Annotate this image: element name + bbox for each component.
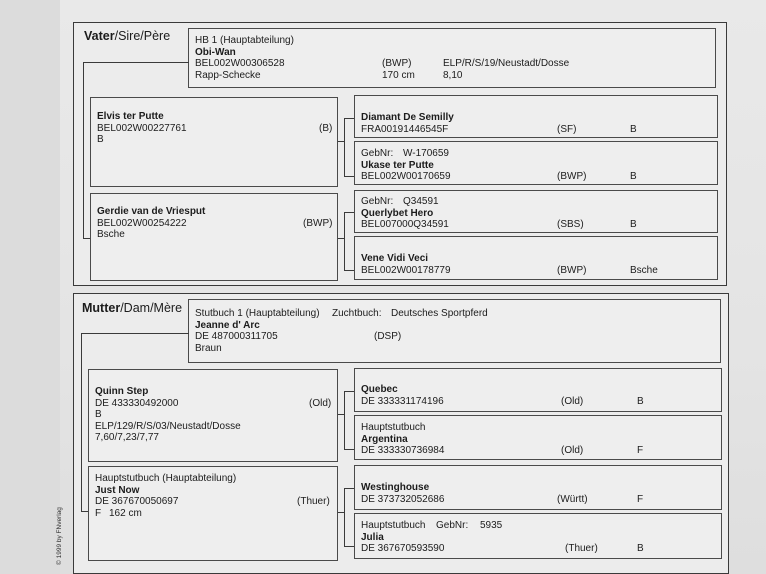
mother-ss-box [354,368,722,412]
father-dam-name: Gerdie van de Vriesput [97,206,206,217]
connector [338,414,345,415]
connector [338,141,345,142]
father-ds-name: Querlybet Hero [361,207,434,219]
father-ds-gebnr: Q34591 [403,196,439,207]
father-dd-id: BEL002W00178779 [361,264,451,276]
father-section-title: Vater/Sire/Père [84,29,171,43]
mother-dd-id: DE 367670593590 [361,543,445,554]
mother-ds-box [354,465,722,510]
father-dam-box [90,193,338,281]
mother-sd-id: DE 333330736984 [361,445,445,456]
connector [81,333,82,511]
father-ss-color: B [630,123,637,135]
connector [83,62,189,63]
mother-id: DE 487000311705 [195,331,278,342]
mother-sd-color: F [637,445,644,456]
mother-dam-line1: Hauptstutbuch (Hauptabteilung) [95,473,237,484]
father-ds-gebnr-label: GebNr: [361,196,394,207]
mother-ss-name: Quebec [361,384,398,395]
father-dd-name: Vene Vidi Veci [361,253,429,264]
father-sd-id: BEL002W00170659 [361,171,451,182]
mother-dam-height: 162 cm [109,507,142,519]
mother-main-box [188,299,721,363]
father-sd-name: Ukase ter Putte [361,159,434,171]
mother-sire-color: B [95,409,102,420]
father-color: Rapp-Schecke [195,69,261,81]
mother-zuchtbuch-label: Zuchtbuch: [332,308,382,319]
connector [344,212,345,270]
mother-name: Jeanne d' Arc [195,319,260,331]
mother-sire-box [88,369,338,462]
father-ds-studbook: (SBS) [557,219,584,230]
father-score: 8,10 [443,69,463,81]
mother-ds-id: DE 373732052686 [361,493,445,505]
mother-sd-box [354,415,722,460]
father-sd-studbook: (BWP) [557,171,587,182]
father-ds-box [354,190,718,233]
mother-dd-line1: Hauptstutbuch [361,520,426,531]
father-height: 170 cm [382,69,415,81]
mother-sd-line1: Hauptstutbuch [361,422,426,433]
father-main-box [188,28,716,88]
mother-dd-studbook: (Thuer) [565,543,598,554]
father-ds-id: BEL007000Q34591 [361,219,449,230]
mother-color: Braun [195,342,222,354]
mother-dd-name: Julia [361,531,384,543]
mother-zuchtbuch: Deutsches Sportpferd [391,308,488,319]
mother-sire-scores: 7,60/7,23/7,77 [95,432,159,443]
father-sire-box [90,97,338,187]
connector [344,118,345,176]
mother-ss-studbook: (Old) [561,395,584,407]
father-name: Obi-Wan [195,46,236,58]
mother-sire-test: ELP/129/R/S/03/Neustadt/Dosse [95,420,241,432]
father-test: ELP/R/S/19/Neustadt/Dosse [443,58,570,69]
father-sire-name: Elvis ter Putte [97,111,164,122]
father-sire-id: BEL002W00227761 [97,122,187,134]
mother-sire-name: Quinn Step [95,386,149,397]
father-sd-gebnr-label: GebNr: [361,148,394,159]
father-sire-color: B [97,134,104,145]
mother-sd-studbook: (Old) [561,445,584,456]
mother-sd-name: Argentina [361,433,408,445]
father-ss-name: Diamant De Semilly [361,112,454,123]
mother-ds-name: Westinghouse [361,482,430,493]
mother-dam-id: DE 367670050697 [95,496,179,507]
father-ds-color: B [630,219,637,230]
mother-dam-box [88,466,338,561]
father-dam-color: Bsche [97,229,125,240]
mother-ss-id: DE 333331174196 [361,395,444,407]
mother-dam-color: F [95,507,102,519]
father-ss-studbook: (SF) [557,123,577,135]
connector [338,512,345,513]
father-sd-gebnr: W-170659 [403,148,449,159]
father-ss-id: FRA00191446545F [361,123,449,135]
mother-dd-gebnr-label: GebNr: [436,520,469,531]
father-dd-studbook: (BWP) [557,264,587,276]
copyright-note: © 1999 by FNverlag [56,507,63,565]
connector [344,488,345,546]
father-dam-studbook: (BWP) [303,217,333,229]
mother-ss-color: B [637,395,644,407]
mother-dd-color: B [637,543,644,554]
mother-dd-box [354,513,722,559]
father-studbook: (BWP) [382,58,412,69]
father-studbook-line: HB 1 (Hauptabteilung) [195,35,294,46]
mother-dam-studbook: (Thuer) [297,496,330,507]
mother-dam-name: Just Now [95,484,140,496]
father-dd-box [354,236,718,280]
connector [83,62,84,238]
mother-sire-id: DE 433330492000 [95,397,179,409]
mother-studbook-line: Stutbuch 1 (Hauptabteilung) [195,308,320,319]
connector [344,391,345,449]
mother-dd-gebnr: 5935 [480,520,503,531]
father-ss-box [354,95,718,138]
father-dd-color: Bsche [630,264,658,276]
mother-studbook: (DSP) [374,331,402,342]
father-id: BEL002W00306528 [195,58,285,69]
connector [81,333,189,334]
father-dam-id: BEL002W00254222 [97,217,187,229]
connector [338,238,345,239]
mother-ds-color: F [637,493,644,505]
mother-sire-studbook: (Old) [309,397,332,409]
father-sd-box [354,141,718,185]
mother-section-title: Mutter/Dam/Mère [82,301,183,315]
father-sire-studbook: (B) [319,122,333,134]
father-sd-color: B [630,171,637,182]
mother-ds-studbook: (Württ) [557,493,588,505]
